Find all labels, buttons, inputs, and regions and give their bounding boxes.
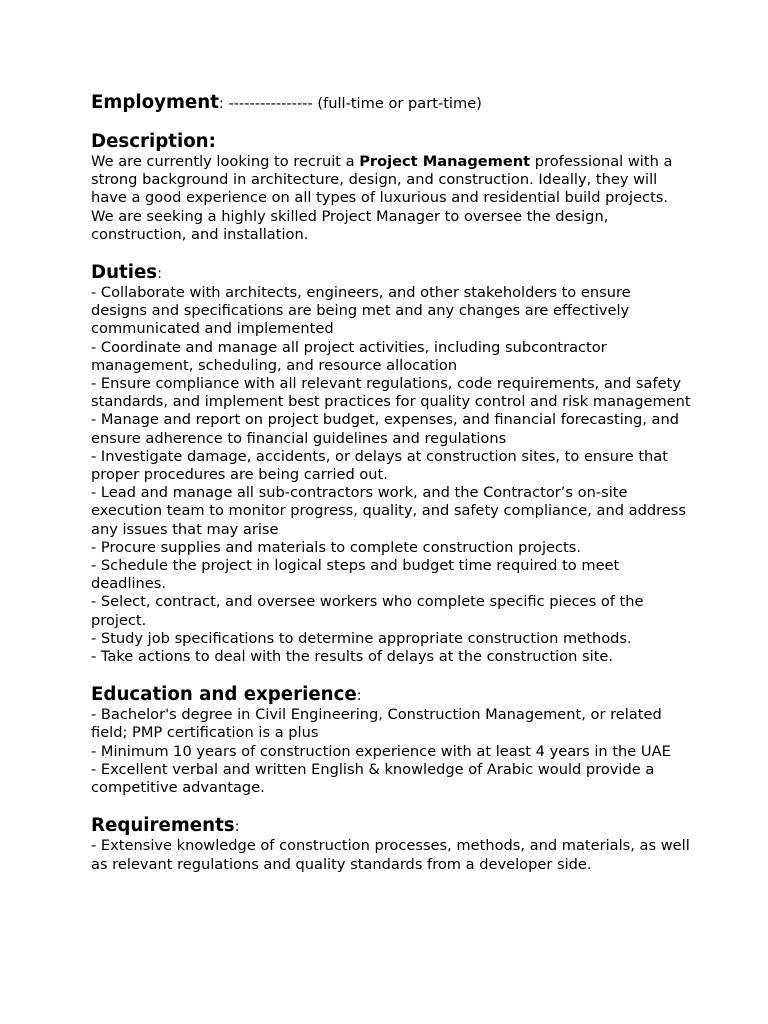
duties-line bbox=[91, 262, 691, 284]
requirements-heading: Requirements bbox=[91, 815, 235, 837]
list-item: - Minimum 10 years of construction experience with at least 4 years in the UAE bbox=[91, 742, 671, 760]
list-item: - Take actions to deal with the results of delays at the construction site. bbox=[91, 648, 614, 666]
education-list bbox=[91, 706, 691, 797]
list-item: - Extensive knowledge of construction processes, methods, and materials, as well as relevant regulations and quality standards from a developer side. bbox=[91, 837, 690, 873]
education-line bbox=[91, 684, 691, 706]
description-heading: Description: bbox=[91, 131, 216, 152]
list-item: - Procure supplies and materials to complete construction projects. bbox=[91, 538, 581, 556]
list-item: - Excellent verbal and written English & knowledge of Arabic would provide a competitive advantage. bbox=[91, 760, 655, 797]
employment-value: ---------------- (full-time or part-time) bbox=[223, 95, 482, 112]
list-item: - Bachelor's degree in Civil Engineering, Construction Management, or related field; PMP certification is a plus bbox=[91, 706, 662, 742]
list-item: - Investigate damage, accidents, or delays at construction sites, to ensure that proper procedures are being carried out. bbox=[91, 447, 668, 484]
list-item: - Study job specifications to determine appropriate construction methods. bbox=[91, 629, 632, 647]
description-paragraph bbox=[91, 153, 691, 244]
employment-colon: : bbox=[218, 95, 224, 112]
employment-line bbox=[91, 92, 691, 114]
education-colon: : bbox=[356, 687, 362, 705]
employment-heading: Employment bbox=[91, 92, 219, 113]
requirements-line bbox=[91, 815, 691, 837]
list-item: - Manage and report on project budget, expenses, and financial forecasting, and ensure adherence to financial guidelines and regulations bbox=[91, 411, 680, 447]
list-item: - Coordinate and manage all project activities, including subcontractor management, scheduling, and resource allocation bbox=[91, 338, 607, 374]
requirements-colon: : bbox=[234, 818, 240, 836]
requirements-list bbox=[91, 837, 691, 873]
duties-heading: Duties bbox=[91, 262, 158, 284]
description-line bbox=[91, 131, 691, 153]
document-page bbox=[91, 92, 691, 874]
list-item: - Lead and manage all sub-contractors work, and the Contractor’s on-site execution team to monitor progress, quality, and safety compliance, and address any issues that may arise bbox=[91, 484, 686, 538]
description-text-before: We are currently looking to recruit a bbox=[91, 153, 360, 170]
list-item: - Collaborate with architects, engineers, and other stakeholders to ensure designs and specifications are being met and any changes are effectively communicated and implemented bbox=[91, 284, 631, 338]
list-item: - Select, contract, and oversee workers who complete specific pieces of the project. bbox=[91, 593, 644, 629]
duties-list bbox=[91, 284, 691, 666]
description-bold-role: Project Management bbox=[359, 153, 531, 170]
list-item: - Schedule the project in logical steps and budget time required to meet deadlines. bbox=[91, 557, 620, 593]
duties-colon: : bbox=[157, 265, 163, 283]
education-heading: Education and experience bbox=[91, 684, 357, 706]
description-text-after: professional with a strong background in architecture, design, and construction. Ideally, they will have a good experience on all types of luxurious and residential build projects. We are seeking a highly skilled Project Manager to oversee the design, construction, and installation. bbox=[91, 153, 673, 243]
list-item: - Ensure compliance with all relevant regulations, code requirements, and safety standards, and implement best practices for quality control and risk management bbox=[91, 375, 691, 411]
